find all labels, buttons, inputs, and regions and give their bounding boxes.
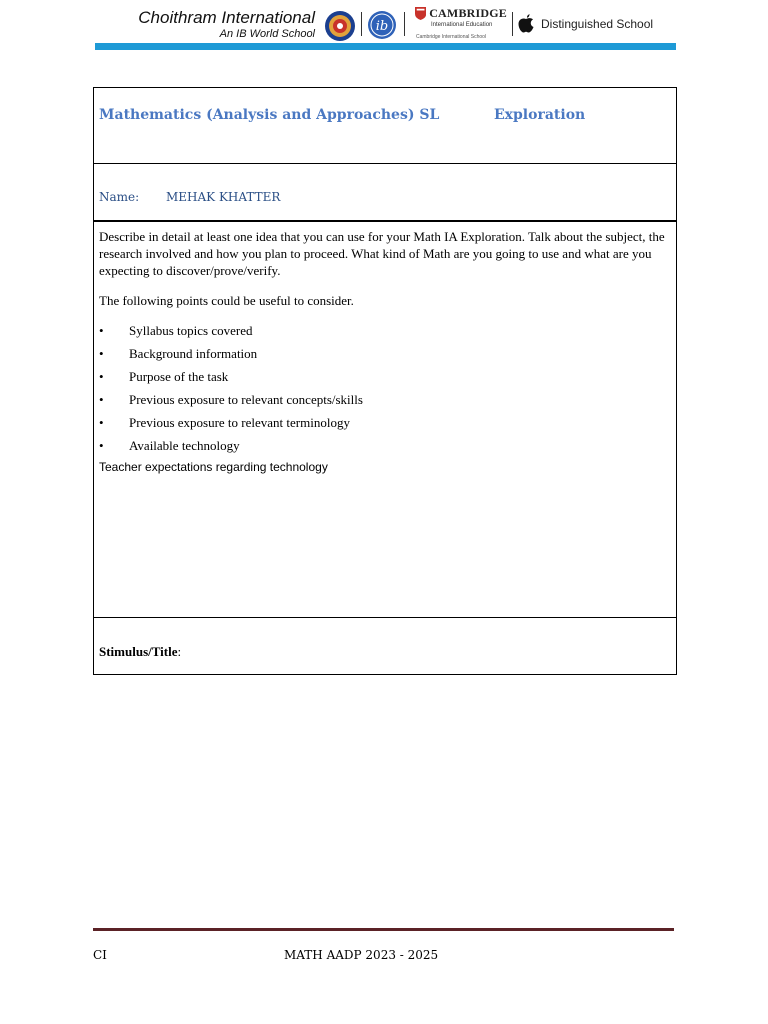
list-item: • Previous exposure to relevant terminology bbox=[99, 415, 350, 430]
cambridge-school-label: Cambridge International School bbox=[416, 34, 487, 40]
cambridge-subtitle: International Education bbox=[431, 22, 493, 28]
footer-rule bbox=[93, 928, 674, 931]
ib-logo bbox=[367, 10, 397, 44]
list-item: • Purpose of the task bbox=[99, 369, 229, 384]
cambridge-shield-icon bbox=[415, 6, 426, 21]
bullet-icon: • bbox=[99, 346, 104, 361]
list-item: • Syllabus topics covered bbox=[99, 323, 253, 338]
subject-title: Mathematics (Analysis and Approaches) SL bbox=[99, 107, 440, 123]
cambridge-logo bbox=[415, 6, 507, 40]
logo-divider bbox=[404, 12, 405, 36]
list-item: • Background information bbox=[99, 346, 258, 361]
school-seal-logo bbox=[324, 10, 356, 46]
logo-divider bbox=[512, 12, 513, 36]
school-subtitle: An IB World School bbox=[219, 28, 315, 40]
bullet-icon: • bbox=[99, 323, 104, 338]
footer-center-text: MATH AADP 2023 - 2025 bbox=[284, 948, 439, 962]
svg-text:ib: ib bbox=[375, 19, 389, 34]
apple-distinguished-label: Distinguished School bbox=[541, 17, 654, 31]
description-text: Describe in detail at least one idea that you can use for your Math IA Exploration. Talk about the subject, the research involved and how you plan to proceed. What kind of Math are you going to use and what are you expecting to discover/prove/verify. bbox=[99, 229, 665, 278]
doc-type-title: Exploration bbox=[494, 107, 586, 123]
bullet-icon: • bbox=[99, 438, 104, 453]
footer-left-text: CI bbox=[93, 948, 107, 962]
name-value: MEHAK KHATTER bbox=[166, 190, 281, 204]
points-intro: The following points could be useful to consider. bbox=[99, 293, 354, 308]
header-rule bbox=[95, 43, 676, 50]
description-row bbox=[94, 222, 676, 618]
cambridge-name: CAMBRIDGE bbox=[429, 6, 507, 20]
name-label: Name: bbox=[99, 190, 140, 204]
description-block bbox=[99, 228, 673, 475]
school-branding bbox=[110, 8, 315, 41]
bullet-icon: • bbox=[99, 369, 104, 384]
bullet-icon: • bbox=[99, 392, 104, 407]
bullet-icon: • bbox=[99, 415, 104, 430]
school-name: Choithram International bbox=[138, 8, 315, 27]
exploration-form bbox=[93, 87, 677, 675]
name-row bbox=[94, 164, 676, 222]
teacher-note: Teacher expectations regarding technology bbox=[99, 460, 328, 474]
list-item: • Available technology bbox=[99, 438, 240, 453]
apple-icon bbox=[517, 13, 535, 37]
stimulus-label: Stimulus/Title: bbox=[99, 644, 182, 659]
title-row bbox=[94, 88, 676, 164]
logo-divider bbox=[361, 12, 362, 36]
list-item: • Previous exposure to relevant concepts/skills bbox=[99, 392, 363, 407]
points-list bbox=[99, 322, 673, 460]
stimulus-row bbox=[94, 618, 676, 674]
